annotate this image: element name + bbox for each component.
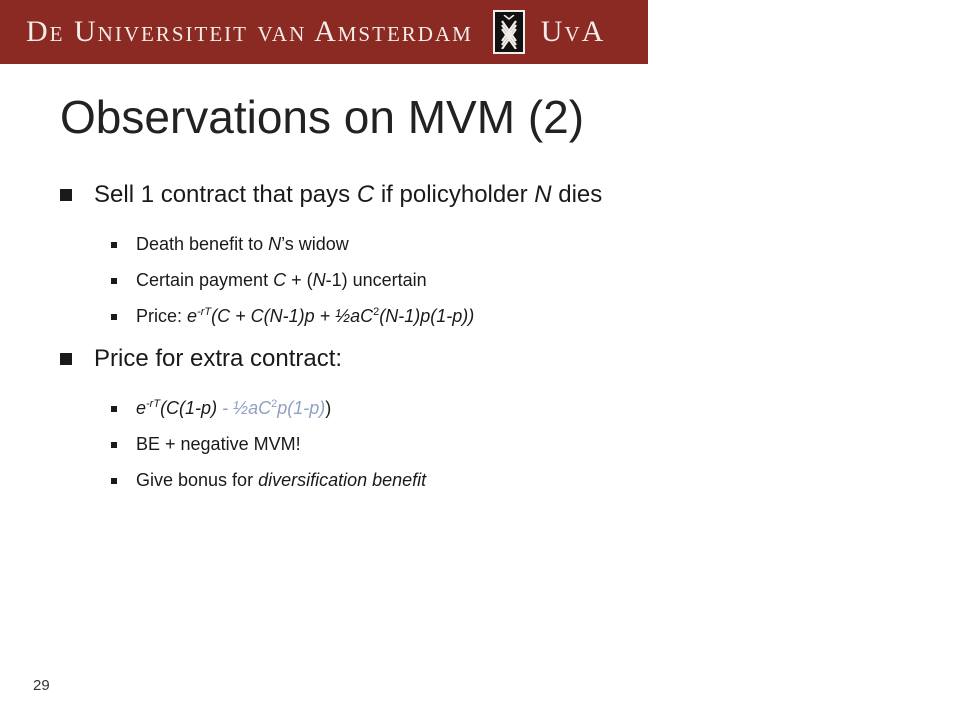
formula-exponent: -rT: [197, 306, 212, 318]
square-bullet-icon: [60, 189, 72, 201]
bullet-text: -1) uncertain: [325, 270, 427, 290]
university-name: De Universiteit van Amsterdam: [26, 15, 473, 48]
formula-exponent: -rT: [146, 398, 161, 410]
small-square-bullet-icon: [111, 442, 117, 448]
bullet-text: dies: [551, 181, 603, 208]
square-bullet-icon: [60, 353, 72, 365]
bullet-text: Certain payment: [136, 270, 274, 290]
bullet-sell-contract: [58, 178, 918, 212]
bullet-text: + (: [286, 270, 313, 290]
var-c: C: [356, 181, 375, 208]
formula-body: (C + C(N-1)p + ½aC: [211, 306, 374, 326]
formula-square: 2: [373, 306, 380, 318]
formula-e: e: [187, 306, 198, 326]
university-banner: [0, 0, 648, 64]
formula-body: (N-1)p(1-p)): [379, 306, 475, 326]
university-crest-icon: [493, 10, 525, 54]
var-n: N: [534, 181, 552, 208]
page-number: 29: [33, 677, 50, 694]
bullet-price-extra: [58, 342, 918, 376]
bullet-text: Price for extra contract:: [94, 345, 343, 372]
var-n: N: [312, 270, 326, 290]
sub-bullet-extra-formula: [58, 390, 918, 426]
sub-bullet-death-benefit: [58, 226, 918, 262]
slide-title: Observations on MVM (2): [60, 91, 585, 143]
bullet-text: Sell 1 contract that pays: [94, 181, 357, 208]
small-square-bullet-icon: [111, 242, 117, 248]
formula-close: ): [325, 398, 332, 418]
var-n: N: [268, 234, 282, 254]
bullet-text: ’s widow: [281, 234, 349, 254]
bullet-text: if policyholder: [374, 181, 535, 208]
bullet-text: BE + negative MVM!: [136, 434, 301, 454]
sub-bullet-certain-payment: [58, 262, 918, 298]
small-square-bullet-icon: [111, 478, 117, 484]
sub-bullet-be-mvm: [58, 426, 918, 462]
var-c: C: [273, 270, 287, 290]
small-square-bullet-icon: [111, 314, 117, 320]
formula-body: (C(1-p): [160, 398, 218, 418]
bullet-text: Give bonus for: [136, 470, 259, 490]
formula-e: e: [136, 398, 147, 418]
small-square-bullet-icon: [111, 278, 117, 284]
formula-square: 2: [271, 398, 278, 410]
formula-muted-term: - ½aC: [217, 398, 272, 418]
university-short-name: UvA: [540, 15, 606, 48]
slide-content: [58, 178, 918, 498]
formula-muted-term: p(1-p): [277, 398, 326, 418]
bullet-text: Price:: [136, 306, 188, 326]
bullet-emphasis: diversification benefit: [258, 470, 427, 490]
sub-bullet-bonus: [58, 462, 918, 498]
small-square-bullet-icon: [111, 406, 117, 412]
bullet-text: Death benefit to: [136, 234, 269, 254]
sub-bullet-price-formula: [58, 298, 918, 334]
